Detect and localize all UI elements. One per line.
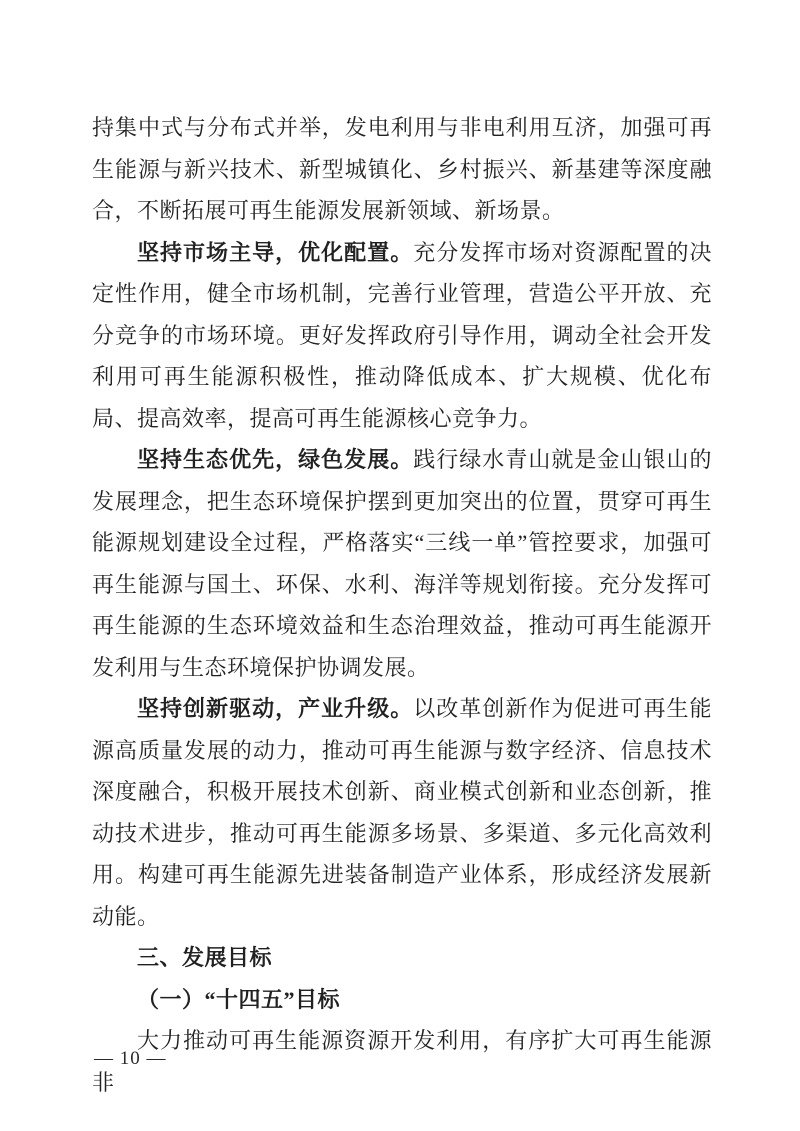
paragraph-text: 践行绿水青山就是金山银山的发展理念，把生态环境保护摆到更加突出的位置，贯穿可再生能源规划建设全过程，严格落实“三线一单”管控要求，加强可再生能源与国土、环保、水利、海洋等规划衔接。充分发挥可再生能源的生态环境效益和生态治理效益，推动可再生能源开发利用与生态环境保护协调发展。 [92,447,713,680]
paragraph [92,232,712,440]
section-heading: 三、发展目标 [137,945,273,970]
paragraph [92,688,712,937]
paragraph [92,439,712,688]
page-number: — 10 — [94,1048,167,1069]
paragraph-text: 大力推动可再生能源资源开发利用，有序扩大可再生能源非 [92,1028,712,1095]
paragraph-text: 以改革创新作为促进可再生能源高质量发展的动力，推动可再生能源与数字经济、信息技术深度融合，积极开展技术创新、商业模式创新和业态创新，推动技术进步，推动可再生能源多场景、多渠道、多元化高效利用。构建可再生能源先进装备制造产业体系，形成经济发展新动能。 [92,696,712,929]
paragraph-lead: 坚持市场主导，优化配置。 [137,239,414,265]
paragraph [92,1020,712,1103]
paragraph [92,107,712,232]
paragraph-lead: 坚持创新驱动，产业升级。 [137,696,414,721]
paragraph-text: 充分发挥市场对资源配置的决定性作用，健全市场机制，完善行业管理，营造公平开放、充分竞争的市场环境。更好发挥政府引导作用，调动全社会开发利用可再生能源积极性，推动降低成本、扩大规模、优化布局、提高效率，提高可再生能源核心竞争力。 [92,239,712,431]
subsection-heading: （一）“十四五”目标 [137,986,341,1012]
paragraph-lead: 坚持生态优先，绿色发展。 [137,447,414,472]
paragraph-text: 持集中式与分布式并举，发电利用与非电利用互济，加强可再生能源与新兴技术、新型城镇化、乡村振兴、新基建等深度融合，不断拓展可再生能源发展新领域、新场景。 [92,115,712,223]
document-body [92,107,712,1103]
